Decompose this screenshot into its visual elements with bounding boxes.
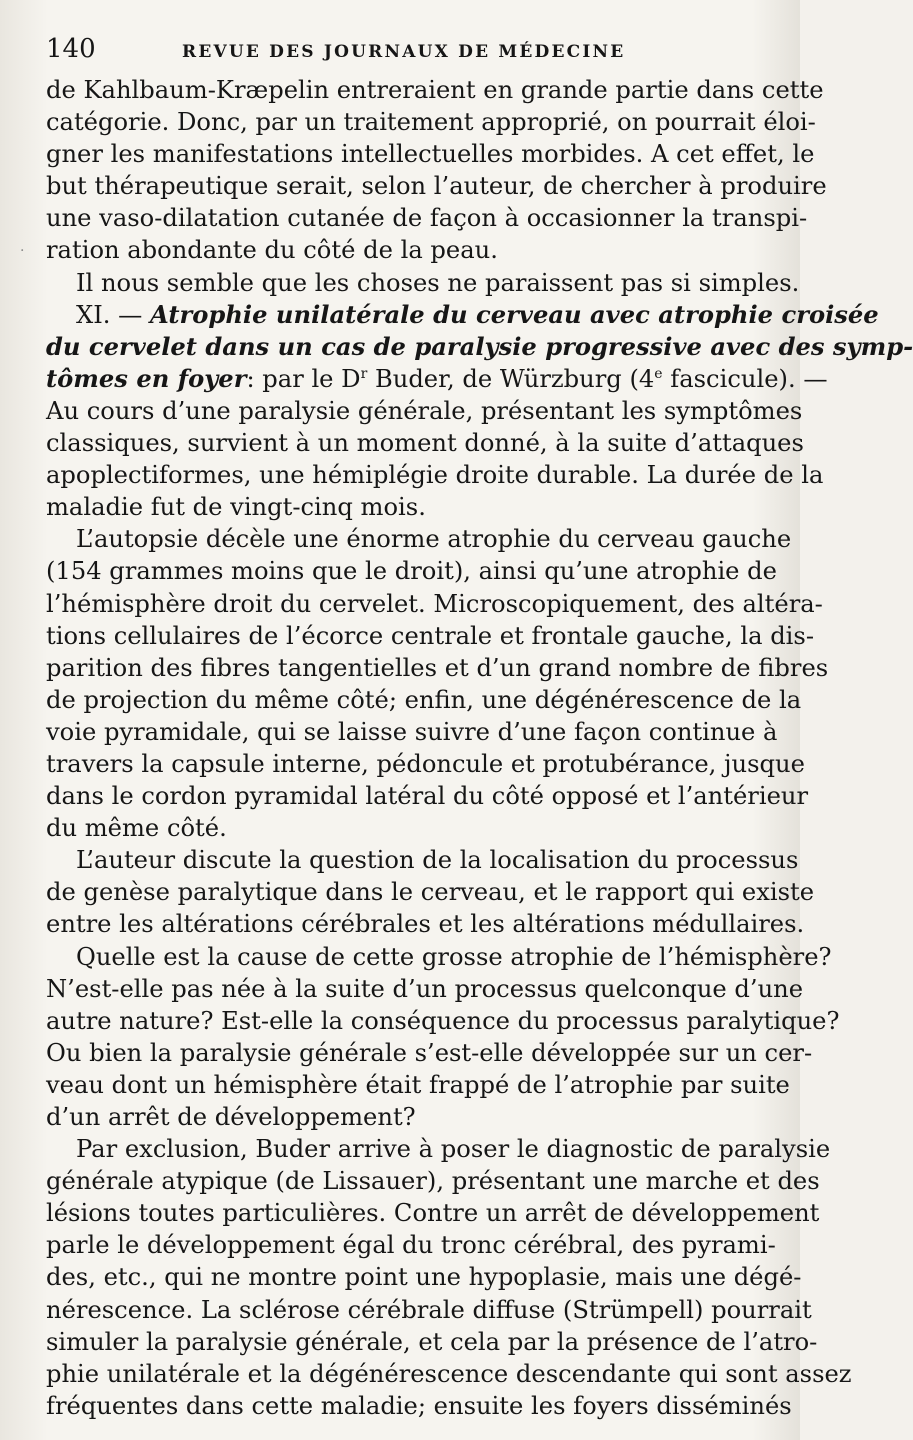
text-span: nérescence. La sclérose cérébrale diffuse (Strümpell) pourrait — [46, 1295, 812, 1324]
text-span: Au cours d’une paralysie générale, présentant les symptômes — [46, 396, 803, 425]
text-line — [46, 170, 827, 202]
text-line — [46, 1390, 792, 1422]
journal-title: REVUE DES JOURNAUX DE MÉDECINE — [182, 42, 626, 62]
text-span: autre nature? Est-elle la conséquence du processus paralytique? — [46, 1006, 840, 1035]
text-span: classiques, survient à un moment donné, à la suite d’attaques — [46, 429, 804, 458]
text-line — [46, 106, 816, 138]
text-span: simuler la paralysie générale, et cela par la présence de l’atro- — [46, 1327, 818, 1356]
text-span: des, etc., qui ne montre point une hypoplasie, mais une dégé- — [46, 1263, 802, 1292]
text-line — [46, 716, 778, 748]
text-line — [46, 202, 808, 234]
text-span: (154 grammes moins que le droit), ainsi qu’une atrophie de — [46, 557, 777, 586]
text-span: : par le D — [246, 364, 361, 393]
text-line — [46, 1261, 802, 1293]
text-line — [46, 684, 802, 716]
italic-text: du cervelet dans un cas de paralysie progressive avec des symp- — [46, 331, 913, 361]
page-number: 140 — [46, 34, 96, 64]
text-span: lésions toutes particulières. Contre un arrêt de développement — [46, 1199, 820, 1228]
text-span: tions cellulaires de l’écorce centrale et frontale gauche, la dis- — [46, 621, 815, 650]
text-line — [46, 363, 828, 395]
text-span: parle le développement égal du tronc cérébral, des pyrami- — [46, 1231, 776, 1260]
text-span: Il nous semble que les choses ne paraissent pas si simples. — [76, 268, 800, 297]
text-line — [46, 1197, 820, 1229]
text-line — [46, 491, 756, 523]
text-line — [46, 1358, 852, 1390]
text-span: de genèse paralytique dans le cerveau, et le rapport qui existe — [46, 878, 815, 907]
text-span: d’un arrêt de développement? — [46, 1103, 416, 1131]
text-line — [46, 844, 799, 876]
text-span: Ou bien la paralysie générale s’est-elle développée sur un cer- — [46, 1038, 813, 1067]
text-line — [46, 331, 913, 363]
italic-text: Atrophie unilatérale du cerveau avec atrophie croisée — [150, 299, 879, 329]
text-line — [46, 267, 800, 299]
text-line — [46, 973, 804, 1005]
text-span: apoplectiformes, une hémiplégie droite durable. La durée de la — [46, 461, 824, 490]
text-span: veau dont un hémisphère était frappé de l’atrophie par suite — [46, 1070, 790, 1099]
text-line — [46, 812, 756, 844]
text-line — [46, 620, 815, 652]
text-span: but thérapeutique serait, selon l’auteur, de chercher à produire — [46, 172, 827, 201]
text-span: Buder, de Würzburg (4 — [367, 364, 655, 393]
text-line — [46, 941, 832, 973]
text-span: Quelle est la cause de cette grosse atrophie de l’hémisphère? — [76, 942, 832, 971]
superscript: r — [360, 365, 368, 382]
text-line — [46, 908, 805, 940]
text-span: du même côté. — [46, 814, 227, 843]
text-line — [46, 1326, 818, 1358]
text-line — [46, 555, 777, 587]
text-line — [46, 395, 803, 427]
text-span: Par exclusion, Buder arrive à poser le diagnostic de paralysie — [76, 1135, 831, 1164]
text-span: L’auteur discute la question de la localisation du processus — [76, 846, 799, 875]
text-span: travers la capsule interne, pédoncule et protubérance, jusque — [46, 749, 805, 778]
text-line — [46, 523, 792, 555]
text-line — [46, 138, 815, 170]
text-line — [46, 1069, 790, 1101]
text-line — [46, 299, 879, 331]
text-line — [46, 74, 824, 106]
text-span: maladie fut de vingt-cinq mois. — [46, 493, 426, 522]
text-span: voie pyramidale, qui se laisse suivre d’une façon continue à — [46, 717, 778, 746]
text-line — [46, 1101, 756, 1133]
body-text — [46, 74, 913, 1422]
text-line — [46, 1229, 776, 1261]
text-line — [46, 1037, 813, 1069]
text-span: de Kahlbaum-Kræpelin entreraient en grande partie dans cette — [46, 76, 824, 104]
text-line — [46, 1165, 820, 1197]
text-span: L’autopsie décèle une énorme atrophie du cerveau gauche — [76, 525, 792, 554]
running-head — [46, 34, 756, 74]
text-span: gner les manifestations intellectuelles morbides. A cet effet, le — [46, 140, 815, 169]
text-line — [46, 1294, 812, 1326]
text-line — [46, 234, 756, 266]
text-span: N’est-elle pas née à la suite d’un processus quelconque d’une — [46, 974, 804, 1003]
text-span: de projection du même côté; enfin, une dégénérescence de la — [46, 685, 802, 714]
text-span: fascicule). — — [662, 364, 828, 393]
text-span: catégorie. Donc, par un traitement approprié, on pourrait éloi- — [46, 108, 816, 137]
text-span: dans le cordon pyramidal latéral du côté opposé et l’antérieur — [46, 782, 809, 811]
italic-text: tômes en foyer — [46, 363, 247, 393]
text-line — [46, 1005, 840, 1037]
text-line — [46, 588, 823, 620]
text-span: entre les altérations cérébrales et les altérations médullaires. — [46, 910, 805, 939]
text-line — [46, 780, 809, 812]
text-line — [46, 1133, 831, 1165]
superscript: e — [654, 365, 663, 382]
text-line — [46, 748, 805, 780]
text-span: phie unilatérale et la dégénérescence descendante qui sont assez — [46, 1359, 852, 1388]
text-span: générale atypique (de Lissauer), présentant une marche et des — [46, 1167, 820, 1196]
text-line — [46, 427, 804, 459]
text-span: fréquentes dans cette maladie; ensuite les foyers disséminés — [46, 1391, 792, 1420]
text-span: parition des fibres tangentielles et d’un grand nombre de fibres — [46, 653, 829, 682]
text-span: XI. — — [76, 300, 151, 329]
text-span: l’hémisphère droit du cervelet. Microscopiquement, des altéra- — [46, 589, 823, 618]
text-line — [46, 652, 829, 684]
margin-mark: · — [20, 243, 25, 259]
text-line — [46, 459, 824, 491]
text-span: une vaso-dilatation cutanée de façon à occasionner la transpi- — [46, 204, 808, 233]
text-span: ration abondante du côté de la peau. — [46, 236, 498, 265]
text-line — [46, 876, 815, 908]
